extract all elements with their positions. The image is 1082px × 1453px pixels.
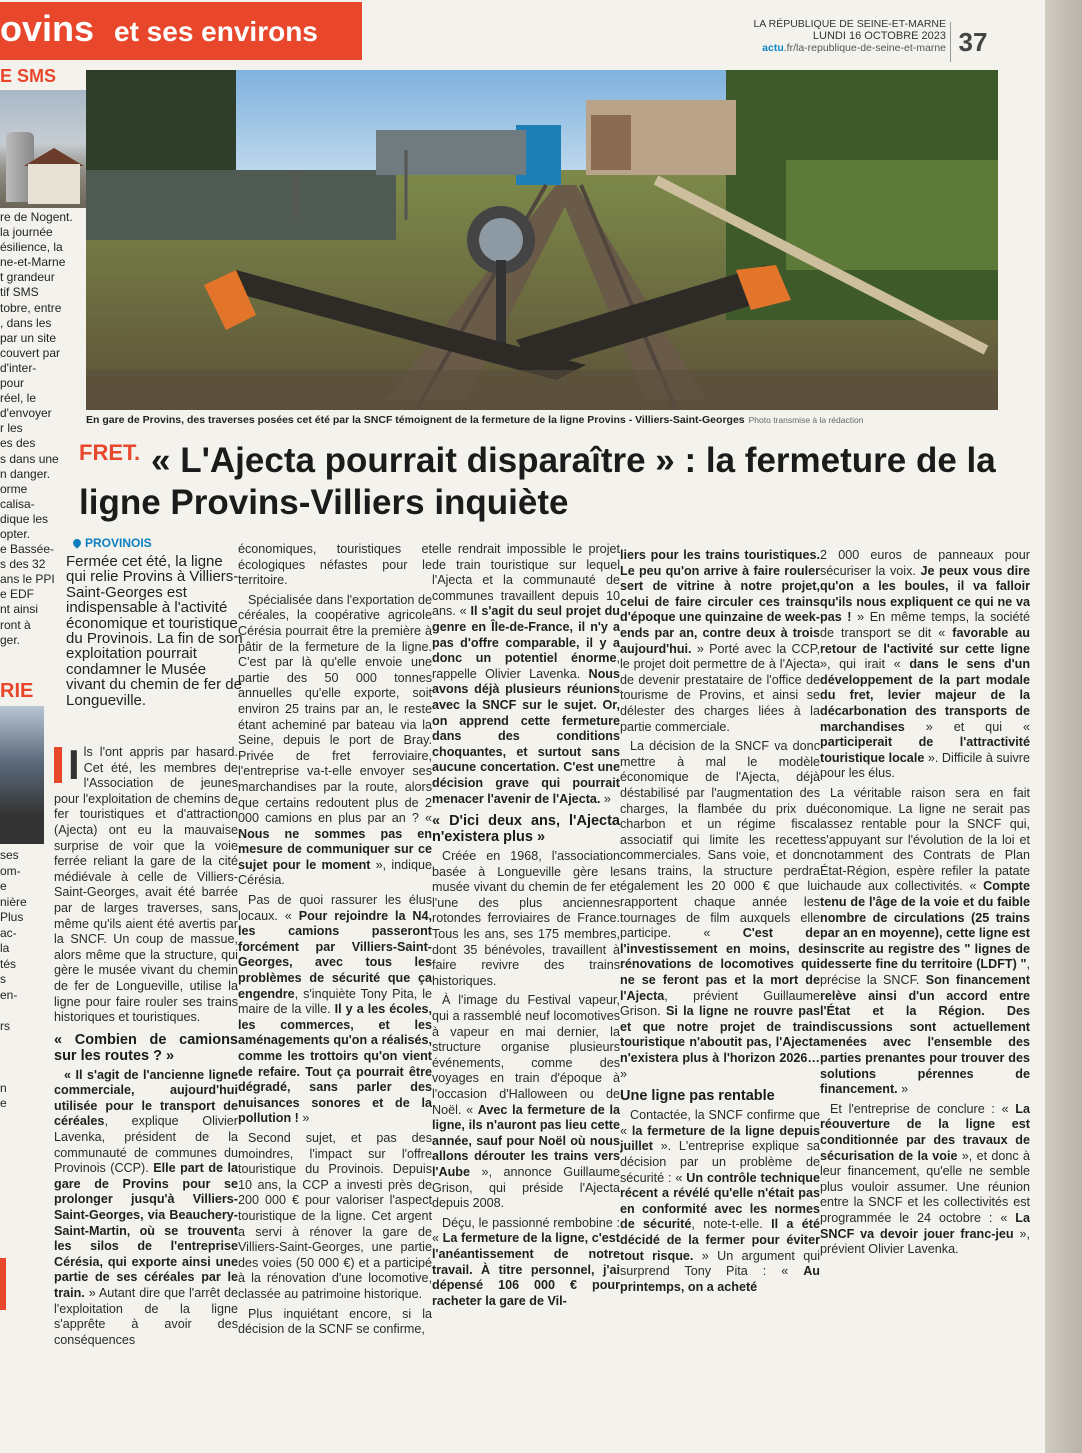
photo-credit: Photo transmise à la rédaction <box>748 415 864 425</box>
adjacent-line: tés <box>0 956 17 971</box>
text: Déçu, le passionné rembobine : « <box>432 1215 620 1246</box>
text: Contactée, la SNCF confirme que « <box>620 1108 820 1138</box>
adjacent-line: opter. <box>0 526 31 541</box>
text: » <box>600 791 611 806</box>
text: , précise la SNCF. <box>820 957 1030 988</box>
adjacent-line: es des <box>0 436 36 451</box>
text: elle rendrait impossible le projet de train touristique sur lequel l'Ajecta et la communauté de communes travaillent depuis 10 ans. « <box>432 542 620 619</box>
adjacent-photo-2 <box>0 706 44 844</box>
text: ». L'entreprise explique sa décision par un problème de sécurité : « <box>620 1139 820 1185</box>
adjacent-line: e Bassée- <box>0 542 55 557</box>
section-subtitle: et ses environs <box>114 16 318 47</box>
paragraph: économiques, touristiques et écologiques néfastes pour le territoire. <box>238 542 432 588</box>
text: ». Difficile à suivre pour les élus. <box>820 750 1030 781</box>
adjacent-line: d'inter- <box>0 360 37 375</box>
headline-text: « L'Ajecta pourrait disparaître » : la fermeture de la ligne Provins-Villiers inquiète <box>79 441 996 522</box>
text: Pas de quoi rassurer les élus locaux. « <box>238 893 432 923</box>
text: La décision de la SNCF va donc mettre à mal le modèle économique de l'Ajecta, déjà déstabilisé par l'augmentation des charges, la flambée du prix du charbon et un régime fiscal associatif qui limite les recettes commerciales. Sans voie, et donc sans trains, la structure perdra également les 20 000 € que lui rapportent chaque année les tournages de film auxquels elle participe. « <box>620 739 820 941</box>
adjacent-line: calisa- <box>0 496 35 511</box>
issue-date: LUNDI 16 OCTOBRE 2023 <box>812 30 946 42</box>
quote: « Il s'agit de l'ancienne ligne commerciale, aujourd'hui utilisée pour le <box>54 1067 238 1113</box>
text: », indique Cérésia. <box>238 857 432 888</box>
text: » Porté avec la CCP, le projet doit permettre de à l'Ajecta de devenir prestataire de l'office de tourisme de Provins, et ainsi se délester des charges liées à la partie commerciale. <box>620 641 820 734</box>
adjacent-line: tobre, entre <box>0 300 62 315</box>
adjacent-line: couvert par <box>0 345 61 360</box>
adjacent-line: la <box>0 941 10 955</box>
quote: Compte tenu de l'âge de la voie et du faible nombre de circulations (25 trains par an en moyenne), cette ligne est inscrite au registre des " lignes de desserte fine du territoire (LDFT) " <box>820 879 1030 972</box>
text: » <box>620 1066 628 1081</box>
accent-bar <box>0 1258 6 1310</box>
quote: Au printemps, on a acheté <box>620 1264 820 1294</box>
drop-cap: I <box>54 747 80 783</box>
adjacent-line: d'envoyer <box>0 406 52 421</box>
quote: La réouverture de la ligne est conditionnée par des travaux de sécurisation de la voie <box>820 1101 1030 1163</box>
text: », qui irait « <box>820 657 910 672</box>
location-tag <box>73 536 152 550</box>
location-label: PROVINOIS <box>85 536 152 550</box>
text: Spécialisée dans l'exportation de céréales, la coopérative agricole Cérésia pourrait être la première à pâtir de la fermeture de la ligne. C'est par là qu'elle envoie une partie des 50 000 tonnes annuelles qu'elle exporte, soit environ 25 trains par an, le reste étant acheminé par bateau via la Seine, depuis le port de Bray. Privée de fret ferroviaire, l'entreprise va-t-elle envoyer ses marchandises par la route, alors que certains redoutent plus de 2 000 camions en plus par an ? « <box>238 592 432 826</box>
quote: Il a été décidé de la fermer pour éviter tout risque. <box>620 1217 820 1263</box>
section-banner <box>0 2 362 60</box>
adjacent-line: par un site <box>0 330 57 345</box>
quote: favorable au retour de l'activité sur cette ligne <box>820 625 1030 656</box>
quote: Nous avons déjà plusieurs réunions avec la SNCF sur le sujet. Or, on apprend cette fermeture dans des conditions choquantes, et surtout sans aucune concertation. C'est une décision grave qui pourrait menacer l'avenir de l'Ajecta. <box>432 666 620 806</box>
quote: Elle part de la gare de Provins pour se prolonger jusqu'à Villiers-Saint-Georges, via Beauchery-Saint-Martin, où se trouvent les silos de l'entreprise Cérésia, qui exporte ainsi une partie de ses céréales par le train. <box>54 1161 238 1300</box>
quote: participerait de l'attractivité touristique locale <box>820 735 1030 765</box>
adjacent-line: Plus <box>0 910 24 924</box>
adjacent-line: nière <box>0 894 27 909</box>
text: La véritable raison sera en fait économique. La ligne ne serait pas assez rentable pour la SNCF qui, s'appuyant sur l'évolution de la loi et notamment des Contrats de Plan État-Région, espère refiler la patate chaude aux collectivités. « <box>820 785 1030 894</box>
adjacent-line: pour <box>0 376 25 391</box>
column-4 <box>620 548 820 1447</box>
adjacent-line: om- <box>0 863 21 878</box>
text: » <box>298 1111 310 1126</box>
main-photo <box>86 70 998 410</box>
adjacent-line: ans le PPI <box>0 572 55 587</box>
paragraph: ls l'ont appris par hasard. Cet été, les membres de l'Association de jeunes pour l'exploitation de chemins de fer touristiques et d'attraction (Ajecta) ont eu la mauvaise surprise de voir que la voie ferrée reliant la gare de la cité médiévale à celle de Villiers-Saint-Georges, avait été barrée par de larges traverses, sans même qu'ils aient été avertis par la SNCF. Un coup de massue, alors même que la structure, qui gère le musée vivant du chemin de fer de Longueville, utilise la ligne pour faire rouler ses trains historiques et touristiques. <box>54 745 238 1025</box>
quote: Pour rejoindre la N4, les camions passeront forcément par Villiers-Saint-Georges, avec tous les problèmes de sécurité que ça engendre <box>238 908 432 1001</box>
adjacent-line: re de Nogent. <box>0 210 73 224</box>
subheading: Une ligne pas rentable <box>620 1088 775 1105</box>
adjacent-line: e <box>0 879 7 893</box>
text: » En même temps, la société de transport se dit « <box>820 610 1030 640</box>
text: , s'inquiète Tony Pita, le maire de la ville. <box>238 986 432 1017</box>
photo-caption <box>86 414 998 426</box>
text: » et qui « <box>904 719 1030 734</box>
adjacent-line: s <box>0 972 6 986</box>
adjacent-line: ac- <box>0 925 17 940</box>
paragraph: Plus inquiétant encore, si la décision de la SCNF se confirme, <box>238 1306 432 1337</box>
quote: Il y a les écoles, les commerces, et les aménagements qu'on a réalisés, comme les trottoirs qu'on vient de refaire. Tout ça pourrait être dégradé, sans parler des nuisances sonores et de la pollution ! <box>238 1002 432 1126</box>
section-title: ovins <box>0 8 95 49</box>
column-3 <box>432 542 620 1447</box>
headline <box>79 440 1019 524</box>
adjacent-line: ses <box>0 848 19 862</box>
paper-name: LA RÉPUBLIQUE DE SEINE-ET-MARNE <box>753 18 946 30</box>
text: , rappelle Olivier Lavenka. <box>432 651 620 681</box>
quote: La SNCF va devoir jouer franc-jeu <box>820 1210 1030 1241</box>
kicker: FRET. <box>79 440 141 465</box>
text: 2 000 euros de panneaux pour sécuriser la voix. <box>820 548 1030 578</box>
adjacent-line: e <box>0 1096 7 1110</box>
quote: Si la ligne ne rouvre pas et que notre projet de train touristique n'aboutit pas, l'Ajecta n'existera plus à l'horizon 2026… <box>620 1004 820 1065</box>
subheading: « D'ici deux ans, l'Ajecta n'existera plus » <box>432 813 620 846</box>
adjacent-label: E SMS <box>0 66 57 86</box>
text: , explique Olivier Lavenka, président de la communauté de communes du Provinois (CCP). <box>54 1114 238 1176</box>
quote: Je peux vous dire qu'on a les boules, il va falloir qu'ils nous expliquent ce qui ne va pas ! <box>820 563 1030 625</box>
page-edge <box>1045 0 1082 1453</box>
page-number: 37 <box>950 22 995 62</box>
adjacent-line: tif SMS <box>0 285 39 300</box>
text: » Un argument qui surprend Tony Pita : « <box>620 1248 820 1279</box>
quote: Son financement relève ainsi d'un accord entre l'État et la Région. Des discussions sont actuellement menées avec l'ensemble des parties prenantes pour trouver des solutions pérennes de financement. <box>820 973 1030 1097</box>
quote: Nous ne sommes pas en mesure de communiquer sur ce sujet pour le moment <box>238 826 432 872</box>
quote: Il s'agit du seul projet du genre en Île-de-France, il n'y a pas d'offre comparable, il y a donc un potentiel énorme <box>432 604 620 666</box>
adjacent-line: rs <box>0 1018 10 1033</box>
adjacent-line: t grandeur <box>0 270 55 285</box>
adjacent-line: n <box>0 1080 7 1095</box>
adjacent-line: , dans les <box>0 315 52 330</box>
paragraph: Créée en 1968, l'association basée à Longueville gère le musée vivant du chemin de fer et l'une des plus anciennes rotondes ferroviaires de France. Tous les ans, ses 175 membres, dont 35 bénévoles, travaillent à faire revivre des trains historiques. <box>432 849 620 988</box>
text: », prévient Olivier Lavenka. <box>820 1226 1030 1257</box>
column-5 <box>820 548 1030 1447</box>
adjacent-line: e EDF <box>0 587 35 602</box>
text: , prévient Guillaume Grison. <box>620 988 820 1019</box>
adjacent-line: ésilience, la <box>0 240 63 255</box>
text: » Autant dire que l'arrêt de l'exploitation de la ligne s'apprête à avoir des conséquences <box>54 1286 238 1347</box>
column-1 <box>54 745 238 1445</box>
adjacent-line: s des 32 <box>0 557 46 572</box>
adjacent-line: dique les <box>0 511 49 526</box>
text: , note-t-elle. <box>691 1217 772 1232</box>
text: » <box>897 1082 909 1097</box>
adjacent-label-2: RIE <box>0 680 34 702</box>
location-pin-icon <box>71 537 82 548</box>
adjacent-line: ne-et-Marne <box>0 255 66 270</box>
adjacent-line: r les <box>0 421 23 436</box>
masthead <box>700 18 946 54</box>
adjacent-line: s dans une <box>0 451 59 466</box>
quote: Un contrôle technique récent a révélé qu'elle n'était pas en conformité avec les normes de sécurité <box>620 1170 820 1232</box>
adjacent-line: en- <box>0 987 18 1002</box>
text: Et l'entreprise de conclure : « <box>830 1101 1016 1116</box>
quote: dans le sens d'un développement de la part modale du fret, levier majeur de la décarbonation des transports de marchandises <box>820 657 1030 734</box>
paragraph: Second sujet, et pas des moindres, l'impact sur l'offre touristique du Provinois. Depuis 10 ans, la CCP a investi près de 200 000 € pour valoriser l'aspect touristique de la ligne. Cet argent a servi à rénover la gare de Villiers-Saint-Georges, une partie des voies (50 000 €) et a participé à la rénovation d'une locomotive, classée au patrimoine historique. <box>238 1130 432 1301</box>
caption-text: En gare de Provins, des traverses posées cet été par la SNCF témoignent de la fermeture de la ligne Provins - Villiers-Saint-Georges <box>86 414 745 426</box>
adjacent-line: ger. <box>0 632 21 647</box>
standfirst: Fermée cet été, la ligne qui relie Provins à Villiers-Saint-Georges est indispensable à l'activité économique et touristique du Provinois. La fin de son exploitation pourrait condamner le Musée vivant du chemin de fer de Longueville. <box>66 553 243 709</box>
quote: C'est de l'investissement en moins, des rénovations de locomotives qui ne se feront pas et la mort de l'Ajecta <box>620 926 820 1003</box>
adjacent-line: réel, le <box>0 391 37 406</box>
quote: La fermeture de la ligne, c'est l'anéantissement de notre travail. À titre personnel, j'ai dépensé 106 000 € pour racheter la gare de Vil- <box>432 1231 620 1308</box>
adjacent-line: ront à <box>0 617 31 632</box>
house <box>28 164 80 204</box>
quote: la fermeture de la ligne depuis juillet <box>620 1123 820 1154</box>
quote: transport de céréales <box>54 1098 238 1129</box>
website-url: .fr/la-republique-de-seine-et-marne <box>783 42 946 54</box>
quote: liers pour les trains touristiques. Le peu qu'on arrive à faire rouler sert de vitrine à notre projet, celui de faire circuler ces trains d'époque une quinzaine de week-ends par an, contre deux à trois aujourd'hui. <box>620 548 820 656</box>
quote: Avec la fermeture de la ligne, ils n'auront pas lieu cette année, sauf pour Noël où nous allons dérouter les trains vers l'Aube <box>432 1102 620 1179</box>
text: », et donc à leur financement, qu'elle ne semble plus vouloir assumer. Une réunion entre la SNCF et les collectivités est programmée le 24 octobre : « <box>820 1148 1030 1225</box>
column-2 <box>238 542 432 1447</box>
text: », annonce Guillaume Grison, qui préside l'Ajecta depuis 2008. <box>432 1164 620 1211</box>
adjacent-photo <box>0 90 86 208</box>
adjacent-line: nt ainsi <box>0 602 39 617</box>
text: À l'image du Festival vapeur, qui a rassemblé neuf locomotives à vapeur en mai dernier, la structure organise plusieurs événements, comme des voyages en train d'époque à l'occasion d'Halloween ou de Noël. « <box>432 993 620 1117</box>
adjacent-line: n danger. <box>0 466 51 481</box>
adjacent-line: la journée <box>0 225 53 240</box>
actu-label: actu <box>762 42 784 54</box>
adjacent-line: orme <box>0 481 28 496</box>
website <box>700 42 946 54</box>
subheading: « Combien de camions sur les routes ? » <box>54 1031 238 1064</box>
